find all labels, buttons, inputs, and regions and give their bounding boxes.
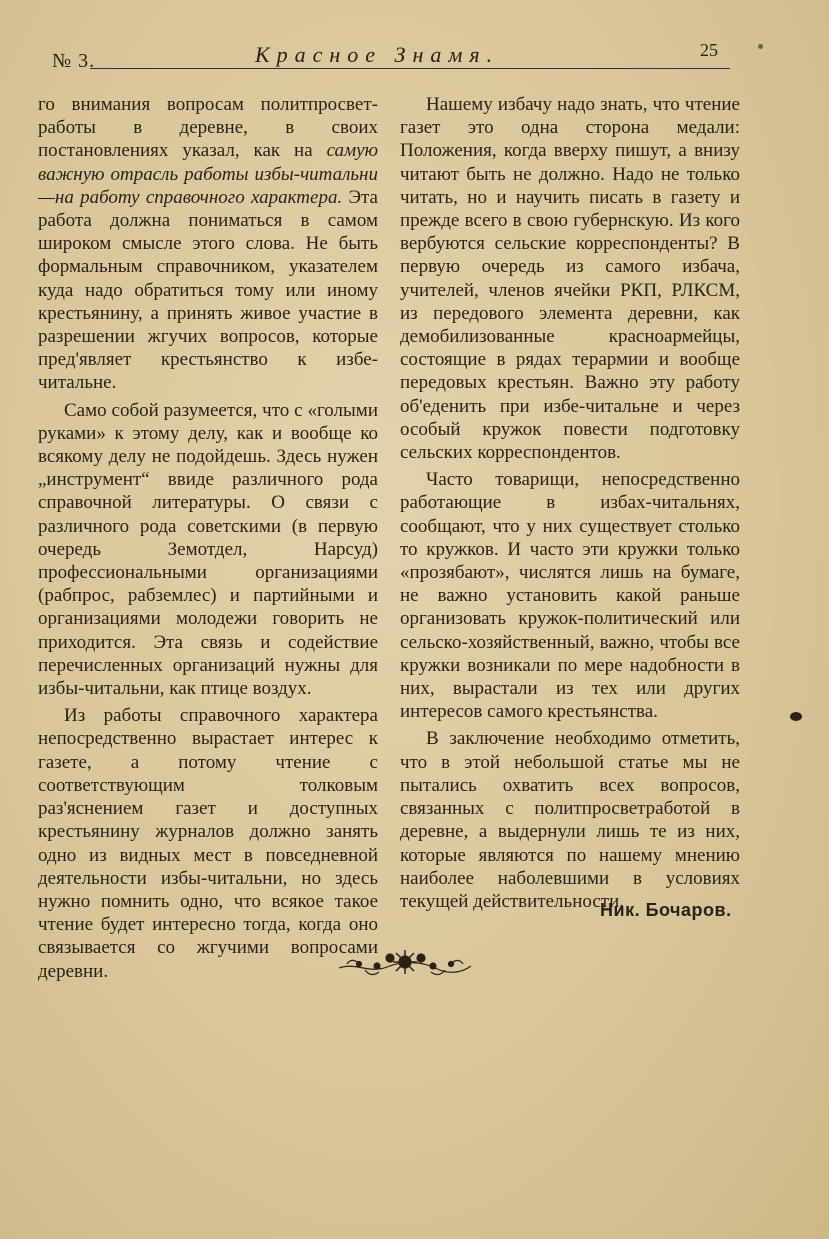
ink-speck	[790, 712, 802, 721]
left-paragraph-1-text-b: Эта работа должна пониматься в самом широком смысле этого слова. Не быть формальным справочником, указателем куда надо обратиться тому или иному крестьянину, а принять живое участие в разрешении жгучих вопросов, которые пред'являет крестьянство к избе-читальне.	[38, 186, 378, 394]
floral-vignette-icon	[335, 940, 475, 985]
header-rule	[90, 68, 730, 69]
left-paragraph-1-text-a: го внимания вопросам политпросвет-работы в деревне, в своих постановлениях указал, как на	[38, 94, 378, 162]
left-column	[38, 93, 378, 983]
journal-title: Красное Знамя.	[255, 42, 500, 67]
right-paragraph-3: В заключение необходимо отметить, что в этой небольшой статье мы не пытались охватить всех вопросов, связанных с политпросветработой в деревне, а выдернули лишь те из них, которые являются по нашему мнению наиболее наболевшими в условиях текущей действительности.	[400, 728, 740, 912]
ink-speck	[758, 44, 763, 49]
left-paragraph-1	[38, 93, 378, 395]
page-number: 25	[700, 40, 718, 60]
left-paragraph-1-italic: самую важную отрасль работы избы-читальни—на работу справочного характера.	[38, 140, 378, 208]
right-column	[400, 93, 740, 913]
page-header	[50, 40, 730, 80]
author-signature: Ник. Бочаров.	[600, 900, 732, 920]
right-paragraph-2: Часто товарищи, непосредственно работающие в избах-читальнях, сообщают, что у них существует столько то кружков. И часто эти кружки только «прозябают», числятся лишь на бумаге, не важно установить какой раньше организовать кружок-политический или сельско-хозяйственный, важно, чтобы все кружки возникали по мере надобности в них, вырастали из тех или других интересов самого крестьянства.	[400, 469, 740, 723]
left-paragraph-3: Из работы справочного характера непосредственно вырастает интерес к газете, а потому чтение с соответствующим толковым раз'яснением газет и доступных крестьянину журналов должно занять одно из видных мест в повседневной деятельности избы-читальни, но здесь нужно помнить одно, что всякое такое чтение будет интересно тогда, когда оно связывается со жгучими вопросами деревни.	[38, 705, 378, 982]
right-paragraph-1: Нашему избачу надо знать, что чтение газет это одна сторона медали: Положения, когда вверху пишут, а внизу читают быть не должно. Надо не только читать, но и научить писать в газету и прежде всего в свою губернскую. Из кого вербуются сельские корреспонденты? В первую очередь из самого избача, учителей, членов ячейки РКП, РЛКСМ, из передового элемента деревни, как демобилизованные красноармейцы, состоящие в рядах терармии и вообще передовых крестьян. Важно эту работу об'еденить при избе-читальне и через особый кружок повести подготовку сельских корреспондентов.	[400, 94, 740, 464]
issue-number: № 3.	[52, 50, 96, 72]
left-paragraph-2: Само собой разумеется, что с «голыми руками» к этому делу, как и вообще ко всякому делу не подойдешь. Здесь нужен „инструмент“ ввиде различного рода справочной литературы. О связи с различного рода советскими (в первую очередь Земотдел, Нарсуд) профессиональными организациями (рабпрос, рабземлес) и партийными и организациями молодежи говорить не приходится. Эта связь и содействие перечисленных организаций нужны для избы-читальни, как птице воздух.	[38, 399, 378, 700]
